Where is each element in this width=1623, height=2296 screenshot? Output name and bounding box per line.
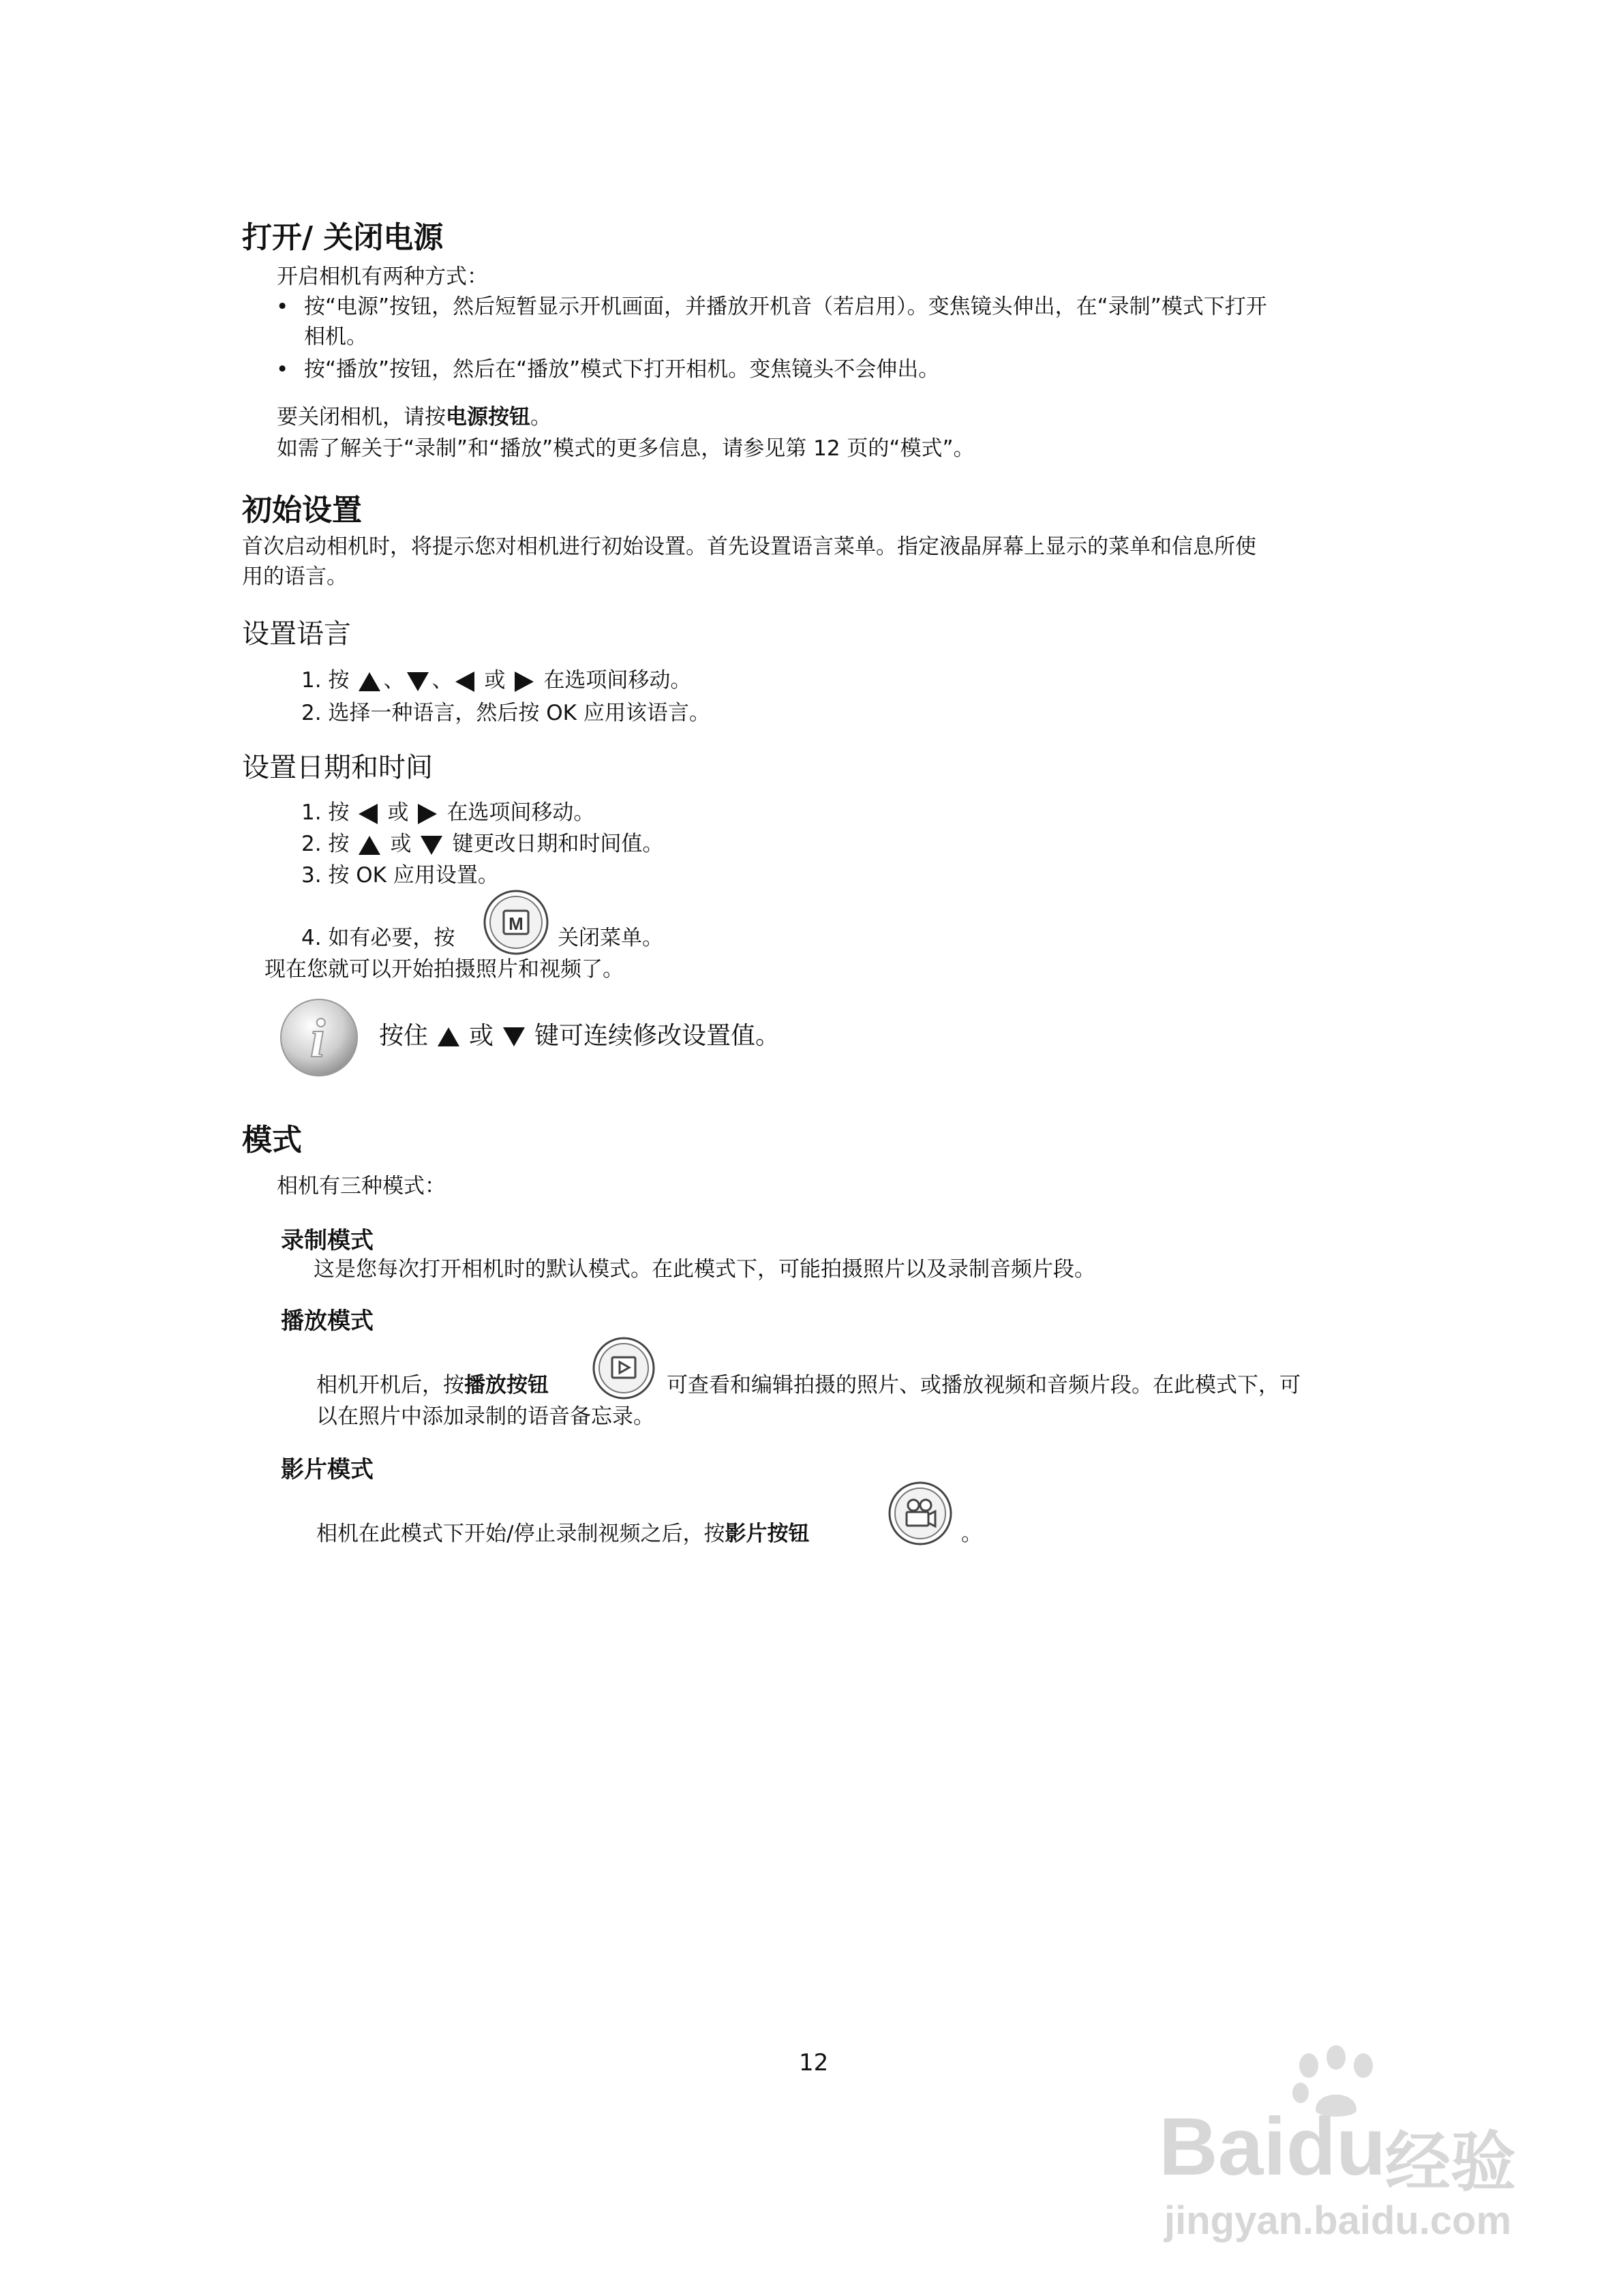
power-bullet2: 按“播放”按钮，然后在“播放”模式下打开相机。变焦镜头不会伸出。: [304, 357, 940, 382]
play-mode-suffix: 可查看和编辑拍摄的照片、或播放视频和音频片段。在此模式下，可: [667, 1373, 1301, 1398]
modes-intro: 相机有三种模式：: [277, 1174, 446, 1198]
set-language-step1: [301, 664, 691, 697]
set-datetime-step4-suffix: 关闭菜单。: [558, 926, 663, 950]
or-text: 或: [390, 832, 412, 856]
watermark-brand-cn: 经验: [1385, 2124, 1516, 2201]
initial-setup-line1: 首次启动相机时，将提示您对相机进行初始设置。首先设置语言菜单。指定液晶屏幕上显示的菜单和信息所使: [242, 534, 1256, 559]
left-arrow-icon: [359, 804, 378, 824]
power-off-text: [277, 401, 551, 434]
or-text: 或: [469, 1022, 494, 1050]
menu-button-icon: [481, 888, 551, 957]
up-arrow-icon: [359, 672, 380, 691]
separator: 、: [383, 668, 405, 693]
ready-text: 现在您就可以开始拍摄照片和视频了。: [264, 957, 624, 982]
power-more-info: 如需了解关于“录制”和“播放”模式的更多信息，请参见第 12 页的“模式”。: [277, 436, 975, 461]
info-icon: [278, 997, 360, 1078]
step-text: 键更改日期和时间值。: [452, 832, 664, 856]
power-off-prefix: 要关闭相机，请按: [277, 405, 446, 429]
movie-mode-title: 影片模式: [281, 1456, 374, 1483]
tip-text: [379, 1018, 780, 1054]
step-text: 1. 按: [301, 800, 350, 825]
tip-suffix: 键可连续修改设置值。: [534, 1022, 780, 1050]
or-text: 或: [387, 800, 409, 825]
movie-button-icon: [886, 1479, 954, 1547]
power-bullet1-line1: 按“电源”按钮，然后短暂显示开机画面，并播放开机音（若启用）。变焦镜头伸出，在“录制”模式下打开: [304, 294, 1267, 319]
movie-mode-suffix: 。: [961, 1522, 982, 1546]
page-number: 12: [799, 2049, 829, 2076]
movie-mode-prefix-line: [316, 1517, 809, 1550]
bullet-marker: •: [276, 357, 289, 382]
set-datetime-step4-prefix: 4. 如有必要，按: [301, 926, 455, 950]
separator: 、: [431, 668, 453, 693]
bullet-marker: •: [276, 294, 289, 319]
movie-mode-prefix: 相机在此模式下开始/停止录制视频之后，按: [316, 1522, 725, 1546]
record-mode-text: 这是您每次打开相机时的默认模式。在此模式下，可能拍摄照片以及录制音频片段。: [314, 1257, 1095, 1282]
down-arrow-icon: [407, 672, 429, 691]
initial-setup-title: 初始设置: [242, 493, 362, 528]
watermark-url: jingyan.baidu.com: [1164, 2199, 1512, 2243]
step-text: 2. 按: [301, 832, 350, 856]
or-text: 或: [484, 668, 506, 693]
movie-button-label: 影片按钮: [725, 1522, 810, 1546]
step-text: 在选项间移动。: [543, 668, 692, 693]
watermark-brand: Baidu: [1159, 2101, 1386, 2192]
power-intro: 开启相机有两种方式：: [277, 265, 488, 289]
initial-setup-line2: 用的语言。: [242, 564, 348, 589]
set-language-title: 设置语言: [242, 618, 351, 650]
menu-button-letter: M: [509, 913, 524, 934]
tip-prefix: 按住: [379, 1022, 429, 1050]
set-datetime-step3: 3. 按 OK 应用设置。: [301, 863, 499, 888]
down-arrow-icon: [503, 1027, 525, 1046]
play-button-label: 播放按钮: [464, 1373, 549, 1398]
step-text: 在选项间移动。: [446, 800, 595, 825]
down-arrow-icon: [421, 836, 442, 855]
right-arrow-icon: [515, 671, 534, 692]
right-arrow-icon: [418, 804, 437, 824]
play-mode-title: 播放模式: [281, 1308, 374, 1335]
set-datetime-title: 设置日期和时间: [242, 752, 433, 783]
play-mode-prefix: 相机开机后，按: [316, 1373, 464, 1398]
left-arrow-icon: [455, 671, 474, 692]
record-mode-title: 录制模式: [281, 1227, 374, 1254]
info-icon-letter: i: [309, 1009, 326, 1069]
power-off-suffix: 。: [530, 405, 551, 429]
play-mode-prefix-line: [316, 1369, 549, 1402]
power-title: 打开/ 关闭电源: [242, 220, 444, 255]
up-arrow-icon: [359, 836, 380, 855]
power-bullet1-line2: 相机。: [304, 324, 367, 349]
up-arrow-icon: [438, 1027, 459, 1046]
power-button-label: 电源按钮: [446, 405, 530, 429]
modes-title: 模式: [242, 1123, 302, 1158]
set-language-step2: 2. 选择一种语言，然后按 OK 应用该语言。: [301, 701, 710, 725]
play-button-icon: [590, 1335, 657, 1402]
step-text: 1. 按: [301, 668, 350, 693]
set-datetime-step1: [301, 796, 594, 829]
set-datetime-step2: [301, 828, 663, 860]
play-mode-line2: 以在照片中添加录制的语音备忘录。: [316, 1404, 654, 1429]
